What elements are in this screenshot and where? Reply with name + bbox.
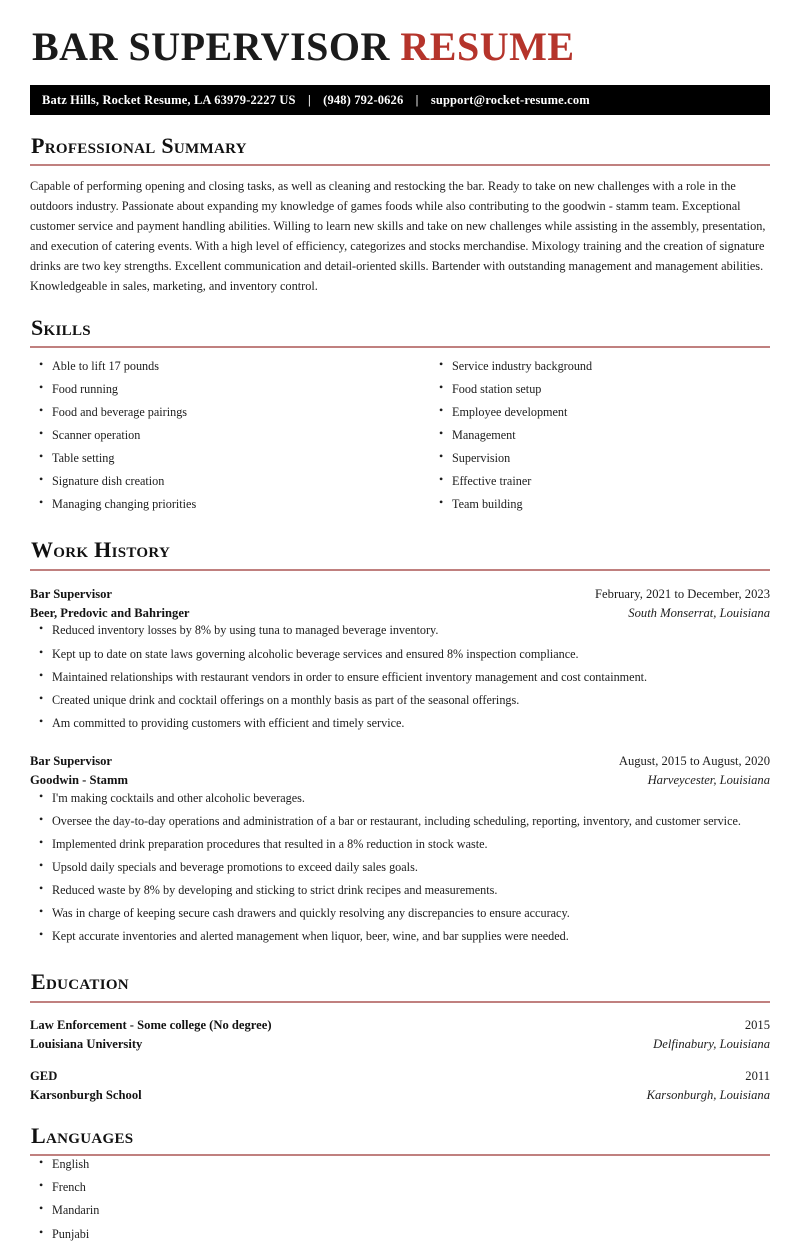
education-school: Louisiana University	[30, 1036, 143, 1051]
skills-column-right	[400, 358, 770, 520]
education-year: 2015	[744, 1017, 770, 1032]
skills-column-left	[30, 358, 400, 520]
job-dates: August, 2015 to August, 2020	[618, 753, 770, 768]
section-divider-summary	[30, 164, 770, 166]
job-title: Bar Supervisor	[30, 753, 112, 768]
work-history-entry	[30, 752, 770, 951]
education-degree-row	[30, 1067, 770, 1086]
list-item: • Upsold daily specials and beverage promotions to exceed daily sales goals.	[30, 859, 770, 882]
contact-email: support@rocket-resume.com	[430, 92, 590, 107]
job-company: Goodwin - Stamm	[30, 772, 128, 787]
education-school-row	[30, 1035, 770, 1054]
education-location: Delfinabury, Louisiana	[653, 1036, 770, 1051]
section-heading-summary: Professional Summary	[31, 133, 247, 158]
education-degree: GED	[30, 1068, 58, 1083]
education-location: Karsonburgh, Louisiana	[646, 1087, 770, 1102]
list-item: • Kept accurate inventories and alerted management when liquor, beer, wine, and bar supplies were needed.	[30, 928, 770, 951]
list-item: • Created unique drink and cocktail offerings on a monthly basis as part of the seasonal offerings.	[30, 692, 770, 715]
job-location: Harveycester, Louisiana	[647, 772, 770, 787]
list-item: • Able to lift 17 pounds	[30, 358, 400, 381]
list-item: • Was in charge of keeping secure cash drawers and quickly resolving any discrepancies to ensure accuracy.	[30, 905, 770, 928]
section-professional-summary	[30, 134, 770, 297]
contact-separator-2: |	[415, 92, 419, 107]
section-heading-languages: Languages	[31, 1123, 134, 1149]
list-item: • Managing changing priorities	[30, 496, 400, 519]
list-item: • Maintained relationships with restaurant vendors in order to ensure efficient inventory management and cost containment.	[30, 669, 770, 692]
list-item: • Scanner operation	[30, 427, 400, 450]
education-school: Karsonburgh School	[30, 1087, 142, 1102]
list-item: • Effective trainer	[430, 473, 770, 496]
work-entry-company-row	[30, 604, 770, 623]
resume-title-accent: RESUME	[400, 24, 575, 69]
skills-list-right	[430, 358, 770, 520]
skills-list-left	[30, 358, 400, 520]
list-item: • Food station setup	[430, 381, 770, 404]
education-degree-row	[30, 1016, 770, 1035]
contact-phone: (948) 792-0626	[323, 92, 404, 107]
list-item: • Am committed to providing customers with efficient and timely service.	[30, 715, 770, 738]
contact-separator-1: |	[307, 92, 311, 107]
education-entry	[30, 1067, 770, 1105]
list-item: • Reduced inventory losses by 8% by using tuna to managed beverage inventory.	[30, 622, 770, 645]
page-title	[32, 26, 770, 68]
section-divider-education	[30, 1001, 770, 1003]
list-item: • Punjabi	[30, 1226, 770, 1249]
section-education	[30, 970, 770, 1105]
work-entry-title-row	[30, 585, 770, 604]
job-dates: February, 2021 to December, 2023	[595, 586, 770, 601]
list-item: • Oversee the day-to-day operations and administration of a bar or restaurant, including scheduling, reporting, inventory, and customer service.	[30, 813, 770, 836]
contact-address: Batz Hills, Rocket Resume, LA 63979-2227 US	[42, 92, 296, 107]
list-item: • Mandarin	[30, 1202, 770, 1225]
section-heading-work-history: Work History	[31, 537, 171, 563]
section-work-history	[30, 538, 770, 951]
section-divider-work-history	[30, 569, 770, 571]
contact-line	[42, 93, 590, 108]
resume-title-main: BAR SUPERVISOR	[32, 24, 390, 69]
list-item: • Service industry background	[430, 358, 770, 381]
list-item: • Implemented drink preparation procedures that resulted in a 8% reduction in stock waste.	[30, 836, 770, 859]
summary-body-text: Capable of performing opening and closing tasks, as well as cleaning and restocking the bar. Ready to take on new challenges with a role in the outdoors industry. Passionate about expanding my knowledge of games foods while also contributing to the goodwin - stamm team. Exceptional customer service and payment handling abilities. Willing to learn new skills and take on new challenges while assisting in the assembly, presentation, and execution of catering events. With a high level of efficiency, categorizes and stocks merchandise. Mixology training and the creation of signature drinks are two key strengths. Excellent communication and detail-oriented skills. Bartender with outstanding management and management abilities. Knowledgeable in sales, marketing, and inventory control.	[30, 179, 766, 293]
section-skills	[30, 316, 770, 520]
section-heading-education: Education	[31, 969, 129, 995]
list-item: • Kept up to date on state laws governing alcoholic beverage services and ensured 8% inspection compliance.	[30, 646, 770, 669]
skills-columns	[30, 358, 770, 520]
job-company: Beer, Predovic and Bahringer	[30, 605, 190, 620]
work-history-entry	[30, 585, 770, 738]
list-item: • Supervision	[430, 450, 770, 473]
list-item: • Reduced waste by 8% by developing and sticking to strict drink recipes and measurements.	[30, 882, 770, 905]
list-item: • French	[30, 1179, 770, 1202]
education-school-row	[30, 1086, 770, 1105]
work-entry-company-row	[30, 771, 770, 790]
work-entry-title-row	[30, 752, 770, 771]
list-item: • Employee development	[430, 404, 770, 427]
job-location: South Monserrat, Louisiana	[628, 605, 770, 620]
contact-bar	[30, 85, 770, 115]
job-title: Bar Supervisor	[30, 586, 112, 601]
section-divider-skills	[30, 346, 770, 348]
list-item: • English	[30, 1156, 770, 1179]
section-languages	[30, 1124, 770, 1249]
list-item: • Signature dish creation	[30, 473, 400, 496]
list-item: • Food and beverage pairings	[30, 404, 400, 427]
list-item: • Management	[430, 427, 770, 450]
languages-list	[30, 1156, 770, 1248]
job-responsibilities-list	[30, 790, 770, 952]
job-responsibilities-list	[30, 622, 770, 737]
list-item: • Team building	[430, 496, 770, 519]
list-item: • Table setting	[30, 450, 400, 473]
list-item: • I'm making cocktails and other alcoholic beverages.	[30, 790, 770, 813]
section-heading-skills: Skills	[31, 314, 91, 340]
education-degree: Law Enforcement - Some college (No degree)	[30, 1017, 272, 1032]
list-item: • Food running	[30, 381, 400, 404]
education-year: 2011	[745, 1068, 770, 1083]
